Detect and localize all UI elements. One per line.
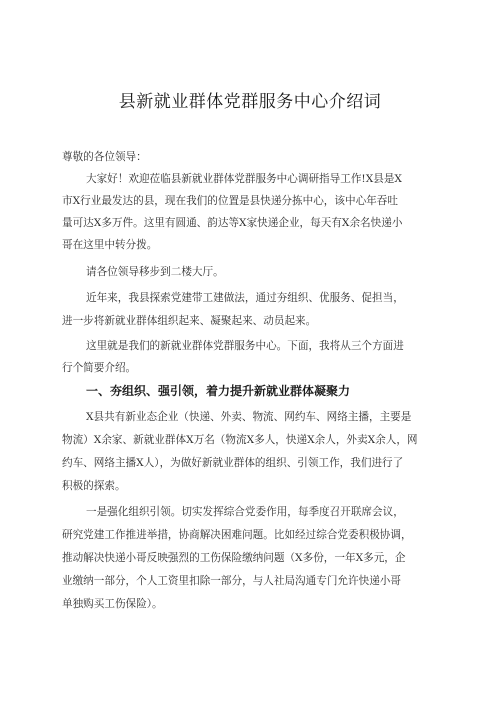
paragraph-line: 推动解决快递小哥反映强烈的工伤保险缴纳问题（X多份，一年X多元，企: [62, 552, 406, 564]
paragraph-line: 市X行业最发达的县，现在我们的位置是县快递分拣中心，该中心年吞吐: [62, 195, 398, 207]
section-heading: 一、夯组织、强引领，着力提升新就业群体凝聚力: [86, 384, 351, 398]
paragraph-line: 物流）X余家、新就业群体X万名（物流X多人，快递X余人，外卖X余人，网: [62, 434, 418, 446]
paragraph-line: X县共有新业态企业（快递、外卖、物流、网约车、网络主播，主要是: [86, 411, 412, 423]
paragraph-line: 请各位领导移步到二楼大厅。: [86, 266, 224, 278]
paragraph-line: 近年来，我县探索党建带工建做法，通过夯组织、优服务、促担当，: [86, 292, 404, 304]
paragraph-line: 研究党建工作推进举措，协商解决困难问题。比如经过综合党委积极协调，: [62, 529, 412, 541]
paragraph-line: 业缴纳一部分，个人工资里扣除一部分，与人社局沟通专门允许快递小哥: [62, 575, 401, 587]
paragraph-line: 约车、网络主播X人），为做好新就业群体的组织、引领工作，我们进行了: [62, 457, 404, 469]
paragraph-line: 一是强化组织引领。切实发挥综合党委作用，每季度召开联席会议，: [86, 506, 404, 518]
paragraph-line: 哥在这里中转分拨。: [62, 239, 158, 251]
document-title: 县新就业群体党群服务中心介绍词: [118, 92, 382, 112]
paragraph-line: 行个简要介绍。: [62, 362, 137, 374]
paragraph-line: 单独购买工伤保险）。: [62, 598, 163, 610]
paragraph-line: 大家好！欢迎莅临县新就业群体党群服务中心调研指导工作!X县是X: [86, 173, 402, 185]
paragraph-line: 积极的探索。: [62, 480, 126, 492]
paragraph-line: 进一步将新就业群体组织起来、凝聚起来、动员起来。: [62, 315, 317, 327]
paragraph-line: 这里就是我们的新就业群体党群服务中心。下面，我将从三个方面进: [86, 340, 404, 352]
salutation-line: 尊敬的各位领导：: [62, 151, 147, 163]
paragraph-line: 量可达X多万件。这里有圆通、韵达等X家快递企业，每天有X余名快递小: [62, 217, 403, 229]
